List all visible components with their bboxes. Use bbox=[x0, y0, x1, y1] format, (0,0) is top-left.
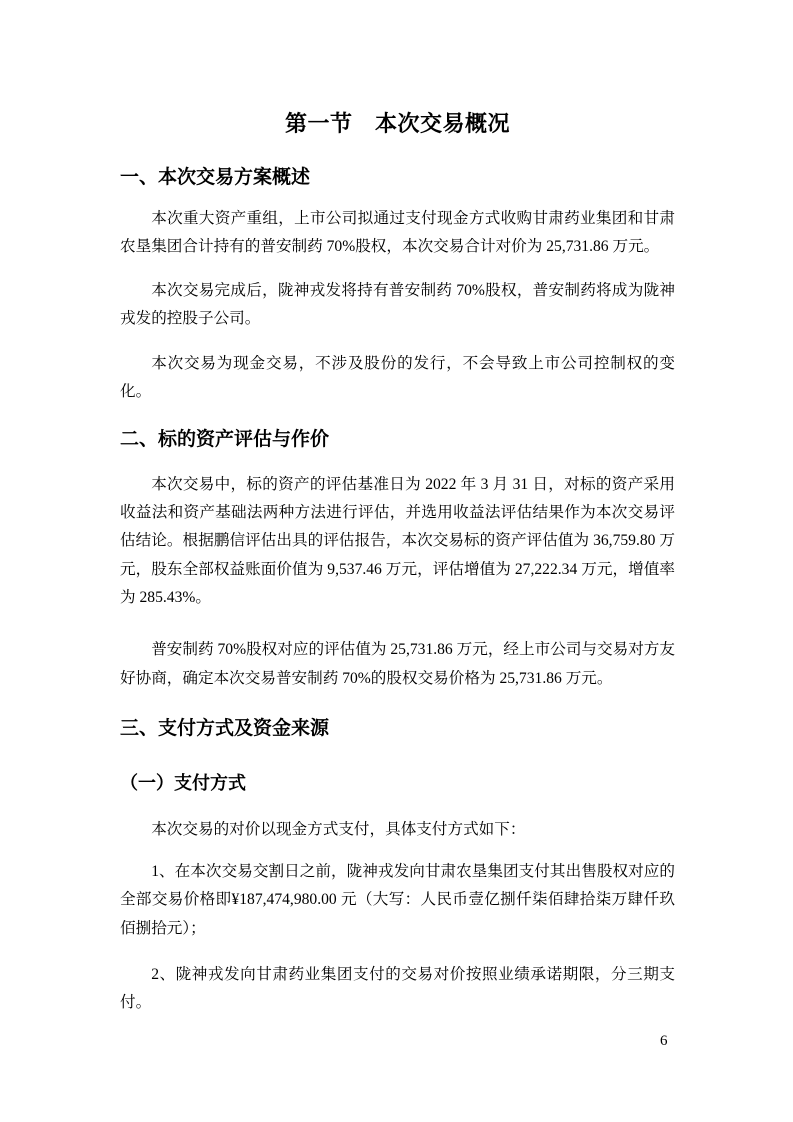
section-1-heading: 一、本次交易方案概述 bbox=[120, 167, 311, 188]
section-1-paragraph-1: 本次重大资产重组，上市公司拟通过支付现金方式收购甘肃药业集团和甘肃农垦集团合计持有的普安制药 70%股权，本次交易合计对价为 25,731.86 万元。 bbox=[120, 210, 675, 256]
section-2-heading: 二、标的资产评估与作价 bbox=[120, 428, 330, 450]
section-2-paragraph-2: 普安制药 70%股权对应的评估值为 25,731.86 万元，经上市公司与交易对方友好协商，确定本次交易普安制药 70%的股权交易价格为 25,731.86 万元。 bbox=[120, 641, 675, 687]
page-number: 6 bbox=[660, 1033, 668, 1049]
section-1-paragraph-2: 本次交易完成后，陇神戎发将持有普安制药 70%股权，普安制药将成为陇神戎发的控股子公司。 bbox=[120, 281, 675, 327]
document-content bbox=[120, 0, 675, 1018]
section-3-paragraph-1: 本次交易的对价以现金方式支付，具体支付方式如下： bbox=[151, 820, 526, 838]
section-1-paragraph-3: 本次交易为现金交易，不涉及股份的发行，不会导致上市公司控制权的变化。 bbox=[120, 355, 675, 401]
section-3-subheading: （一）支付方式 bbox=[120, 772, 246, 793]
section-3-paragraph-3: 2、陇神戎发向甘肃药业集团支付的交易对价按照业绩承诺期限，分三期支付。 bbox=[120, 966, 675, 1012]
section-3-heading: 三、支付方式及资金来源 bbox=[120, 717, 330, 739]
section-3-paragraph-2: 1、在本次交易交割日之前，陇神戎发向甘肃农垦集团支付其出售股权对应的全部交易价格即¥187,474,980.00 元（大写：人民币壹亿捌仟柒佰肆拾柒万肆仟玖佰捌拾元）； bbox=[120, 863, 675, 937]
page-title: 第一节 本次交易概况 bbox=[284, 111, 510, 136]
section-2-paragraph-1: 本次交易中，标的资产的评估基准日为 2022 年 3 月 31 日，对标的资产采用收益法和资产基础法两种方法进行评估，并选用收益法评估结果作为本次交易评估结论。根据鹏信评估出具的评估报告，本次交易标的资产评估值为 36,759.80 万元，股东全部权益账面价值为 9,537.46 万元，评估增值为 27,222.34 万元，增值率为 285.43%。 bbox=[120, 475, 675, 606]
